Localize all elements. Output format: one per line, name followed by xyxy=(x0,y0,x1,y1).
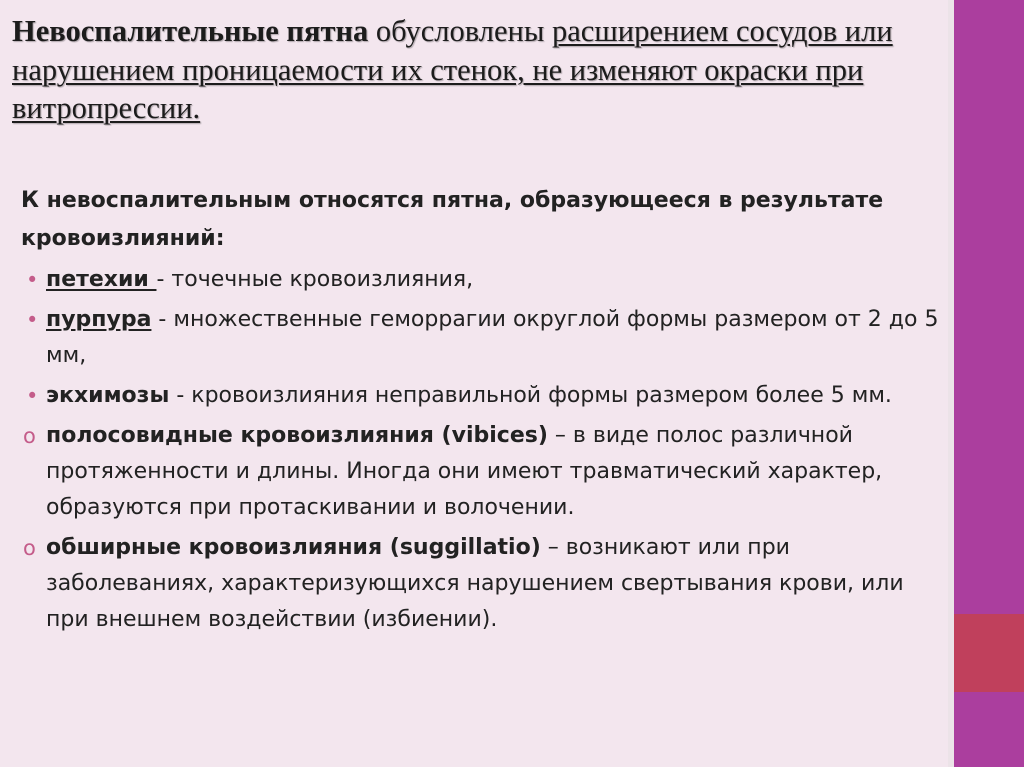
item-term: петехии xyxy=(46,267,157,292)
intro-paragraph: К невоспалительным относятся пятна, образующееся в результате кровоизлияний: xyxy=(21,188,884,251)
item-term: экхимозы xyxy=(46,383,170,408)
heading-connector: обусловлены xyxy=(368,14,552,48)
bullet-icon: • xyxy=(26,384,39,408)
slide-heading xyxy=(12,12,940,128)
item-text: – возникают или при заболеваниях, характеризующихся нарушением свертывания крови, или при внешнем воздействии (избиении). xyxy=(46,535,904,632)
circle-bullet-icon: o xyxy=(23,424,36,448)
list-item xyxy=(21,418,941,526)
bullet-icon: • xyxy=(26,308,39,332)
list-item xyxy=(21,530,941,638)
item-text: – в виде полос различной протяженности и длины. Иногда они имеют травматический характер, образуются при протаскивании и волочении. xyxy=(46,423,883,520)
list-item xyxy=(21,302,941,374)
bullet-icon: • xyxy=(26,268,39,292)
slide-body xyxy=(21,182,941,642)
right-accent-block xyxy=(954,614,1024,692)
item-term: обширные кровоизлияния (suggillatio) xyxy=(46,535,541,560)
item-term: полосовидные кровоизлияния (vibices) xyxy=(46,423,548,448)
item-term: пурпура xyxy=(46,307,152,332)
item-text: - кровоизлияния неправильной формы размером более 5 мм. xyxy=(169,383,892,408)
heading-underlined-text: расширением сосудов или нарушением проницаемости их стенок, не изменяют окраски при витропрессии. xyxy=(12,14,893,125)
list-item xyxy=(21,262,941,298)
circle-bullet-icon: o xyxy=(23,536,36,560)
item-text: - точечные кровоизлияния, xyxy=(156,267,474,292)
heading-bold-term: Невоспалительные пятна xyxy=(12,14,369,48)
definition-list xyxy=(21,262,941,638)
list-item xyxy=(21,378,941,414)
item-text: - множественные геморрагии округлой формы размером от 2 до 5 мм, xyxy=(46,307,939,368)
